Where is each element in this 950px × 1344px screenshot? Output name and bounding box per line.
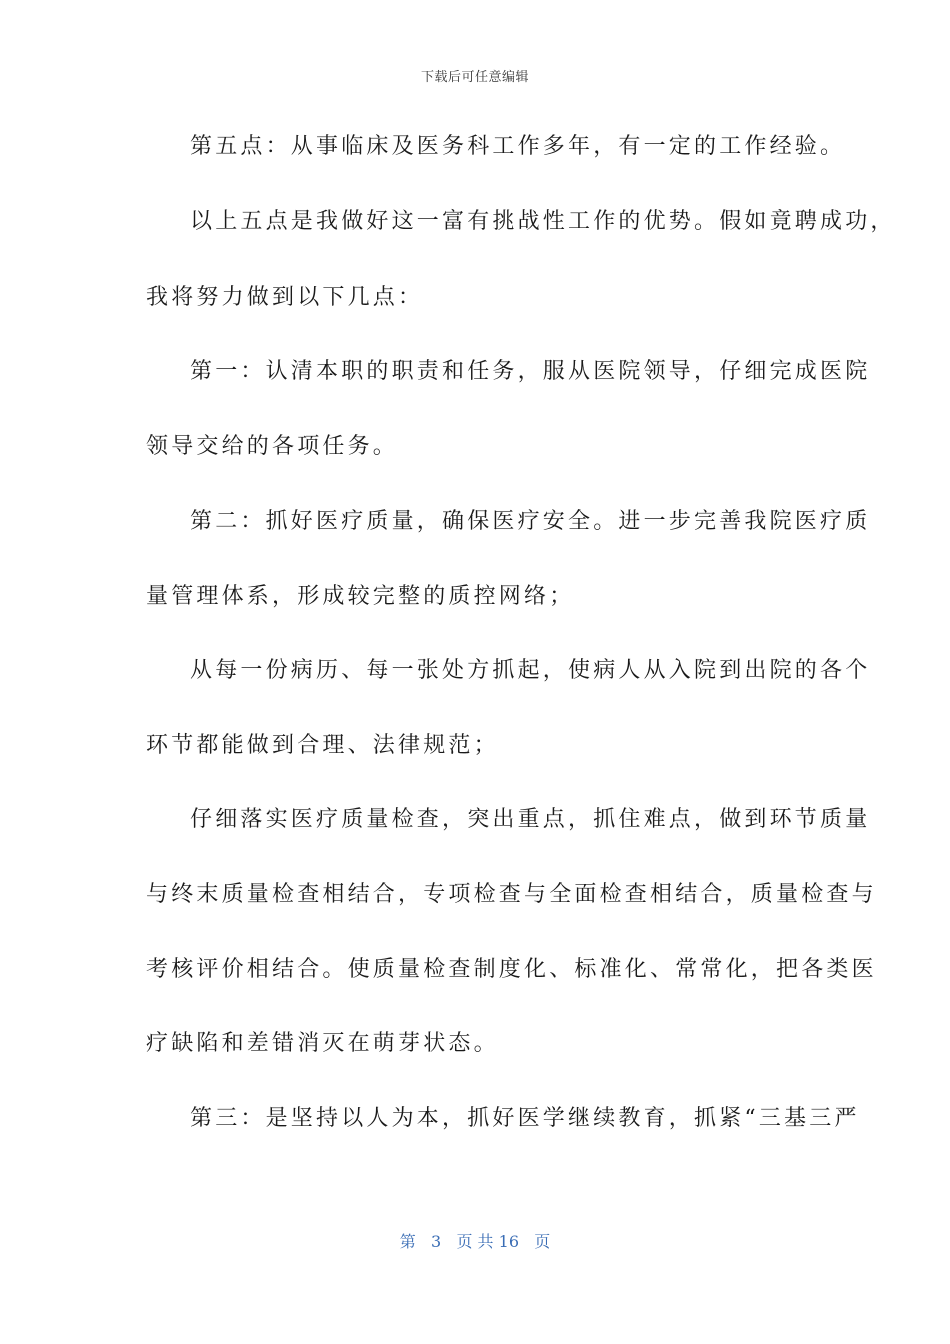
paragraph-line: 以上五点是我做好这一富有挑战性工作的优势。假如竟聘成功， [190, 209, 896, 234]
current-page-number: 3 [431, 1232, 442, 1251]
paragraph-line: 第二：抓好医疗质量，确保医疗安全。进一步完善我院医疗质 [190, 509, 871, 534]
paragraph-line: 仔细落实医疗质量检查，突出重点，抓住难点，做到环节质量 [190, 807, 871, 832]
paragraph-line: 领导交给的各项任务。 [146, 434, 399, 459]
footer-prefix: 第 [399, 1232, 416, 1251]
total-pages-number: 16 [498, 1232, 519, 1251]
paragraph-line: 第一：认清本职的职责和任务，服从医院领导，仔细完成医院 [190, 359, 871, 384]
paragraph-line: 疗缺陷和差错消灭在萌芽状态。 [146, 1031, 499, 1056]
paragraph-line: 从每一份病历、每一张处方抓起，使病人从入院到出院的各个 [190, 658, 871, 683]
paragraph-line: 第三：是坚持以人为本，抓好医学继续教育，抓紧“三基三严 [190, 1106, 860, 1131]
paragraph-line: 与终末质量检查相结合，专项检查与全面检查相结合，质量检查与 [146, 882, 877, 907]
page-footer [0, 1229, 950, 1252]
paragraph-line: 考核评价相结合。使质量检查制度化、标准化、常常化，把各类医 [146, 957, 877, 982]
page-header: 下载后可任意编辑 [420, 70, 529, 85]
paragraph-line: 环节都能做到合理、法律规范； [146, 733, 499, 758]
footer-suffix: 页 [534, 1232, 551, 1251]
paragraph-line: 量管理体系，形成较完整的质控网络； [146, 584, 575, 609]
paragraph-line: 第五点：从事临床及医务科工作多年，有一定的工作经验。 [190, 134, 846, 159]
paragraph-line: 我将努力做到以下几点： [146, 285, 424, 310]
footer-middle: 页 共 [456, 1232, 494, 1251]
